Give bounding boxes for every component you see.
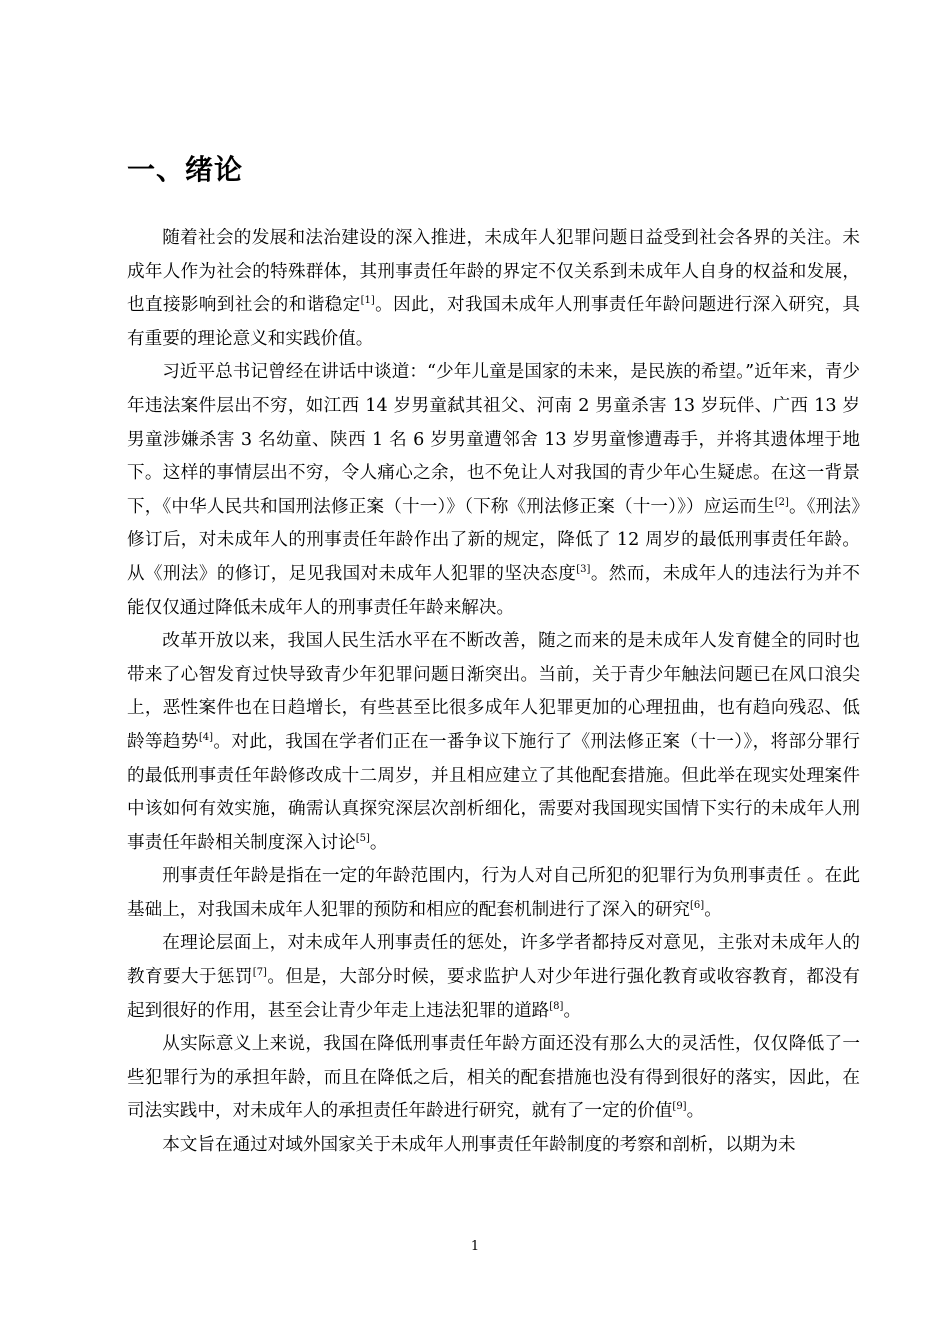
paragraph-text: 。 <box>369 832 388 853</box>
paragraph-text: 在理论层面上，对未成年人刑事责任的惩处，许多学者都持反对意见，主张对未成年人的教育要大于惩罚 <box>127 933 860 988</box>
paragraph <box>127 860 860 927</box>
citation-marker: [8] <box>549 1000 564 1012</box>
paragraph-text: 。 <box>704 899 722 920</box>
paragraph-text: 从实际意义上来说，我国在降低刑事责任年龄方面还没有那么大的灵活性，仅仅降低了一些犯罪行为的承担年龄，而且在降低之后，相关的配套措施也没有得到很好的落实，因此，在司法实践中，对未成年人的承担责任年龄进行研究，就有了一定的价值 <box>127 1034 860 1122</box>
paragraph <box>127 1028 860 1129</box>
paragraph-text: 。然而，未成年人的违法行为并不能仅仅通过降低未成年人的刑事责任年龄来解决。 <box>127 563 860 618</box>
paragraph-text: 。但是，大部分时候，要求监护人对少年进行强化教育或收容教育，都没有起到很好的作用，甚至会让青少年走上违法犯罪的道路 <box>127 967 860 1021</box>
paragraph-text: 刑事责任年龄是指在一定的年龄范围内，行为人对自己所犯的犯罪行为负刑事责任 。在此基础上，对我国未成年人犯罪的预防和相应的配套机制进行了深入的研究 <box>127 866 860 920</box>
citation-marker: [7] <box>252 967 267 979</box>
paragraph-text: 。因此，对我国未成年人刑事责任年龄问题进行深入研究，具有重要的理论意义和实践价值。 <box>127 295 860 349</box>
citation-marker: [1] <box>360 295 375 307</box>
paragraph-text: 随着社会的发展和法治建设的深入推进，未成年人犯罪问题日益受到社会各界的关注。未成年人作为社会的特殊群体，其刑事责任年龄的界定不仅关系到未成年人自身的权益和发展，也直接影响到社会的和谐稳定 <box>127 228 860 316</box>
paragraph <box>127 222 860 356</box>
paragraph <box>127 1129 860 1163</box>
paragraph <box>127 927 860 1028</box>
paragraph <box>127 356 860 625</box>
citation-marker: [3] <box>576 564 591 576</box>
paragraph-text: 。对此，我国在学者们正在一番争议下施行了《刑法修正案（十一）》，将部分罪行的最低刑事责任年龄修改成十二周岁，并且相应建立了其他配套措施。但此举在现实处理案件中该如何有效实施，确需认真探究深层次剖析细化，需要对我国现实国情下实行的未成年人刑事责任年龄相关制度深入讨论 <box>127 731 860 853</box>
paragraph-text: 。 <box>563 1000 582 1021</box>
citation-marker: [2] <box>774 496 789 508</box>
paragraph-text: 。 <box>686 1101 705 1122</box>
citation-marker: [5] <box>355 832 370 844</box>
citation-marker: [6] <box>690 900 705 912</box>
body-text <box>127 222 860 1163</box>
paragraph-text: 。《刑法》修订后，对未成年人的刑事责任年龄作出了新的规定，降低了 12 周岁的最低刑事责任年龄。从《刑法》的修订，足见我国对未成年人犯罪的坚决态度 <box>127 496 860 584</box>
paragraph-text: 本文旨在通过对域外国家关于未成年人刑事责任年龄制度的考察和剖析，以期为未 <box>162 1135 796 1156</box>
citation-marker: [4] <box>198 732 214 744</box>
section-heading: 一、绪论 <box>127 153 244 186</box>
page-number: 1 <box>470 1239 480 1254</box>
citation-marker: [9] <box>672 1101 687 1113</box>
paragraph-text: 改革开放以来，我国人民生活水平在不断改善，随之而来的是未成年人发育健全的同时也带来了心智发育过快导致青少年犯罪问题日渐突出。当前，关于青少年触法问题已在风口浪尖上，恶性案件也在日趋增长，有些甚至比很多成年人犯罪更加的心理扭曲，也有趋向残忍、低龄等趋势 <box>127 631 860 752</box>
paragraph <box>127 625 860 860</box>
paragraph-text: 习近平总书记曾经在讲话中谈道：“少年儿童是国家的未来，是民族的希望。”近年来，青少年违法案件层出不穷，如江西 14 岁男童弑其祖父、河南 2 男童杀害 13 岁玩伴、广西 13 岁男童涉嫌杀害 3 名幼童、陕西 1 名 6 岁男童遭邻舍 13 岁男童惨遭毒手，并将其遗体埋于地下。这样的事情层出不穷，令人痛心之余，也不免让人对我国的青少年心生疑虑。在这一背景下，《中华人民共和国刑法修正案（十一）》（下称《刑法修正案（十一）》）应运而生 <box>127 362 860 517</box>
